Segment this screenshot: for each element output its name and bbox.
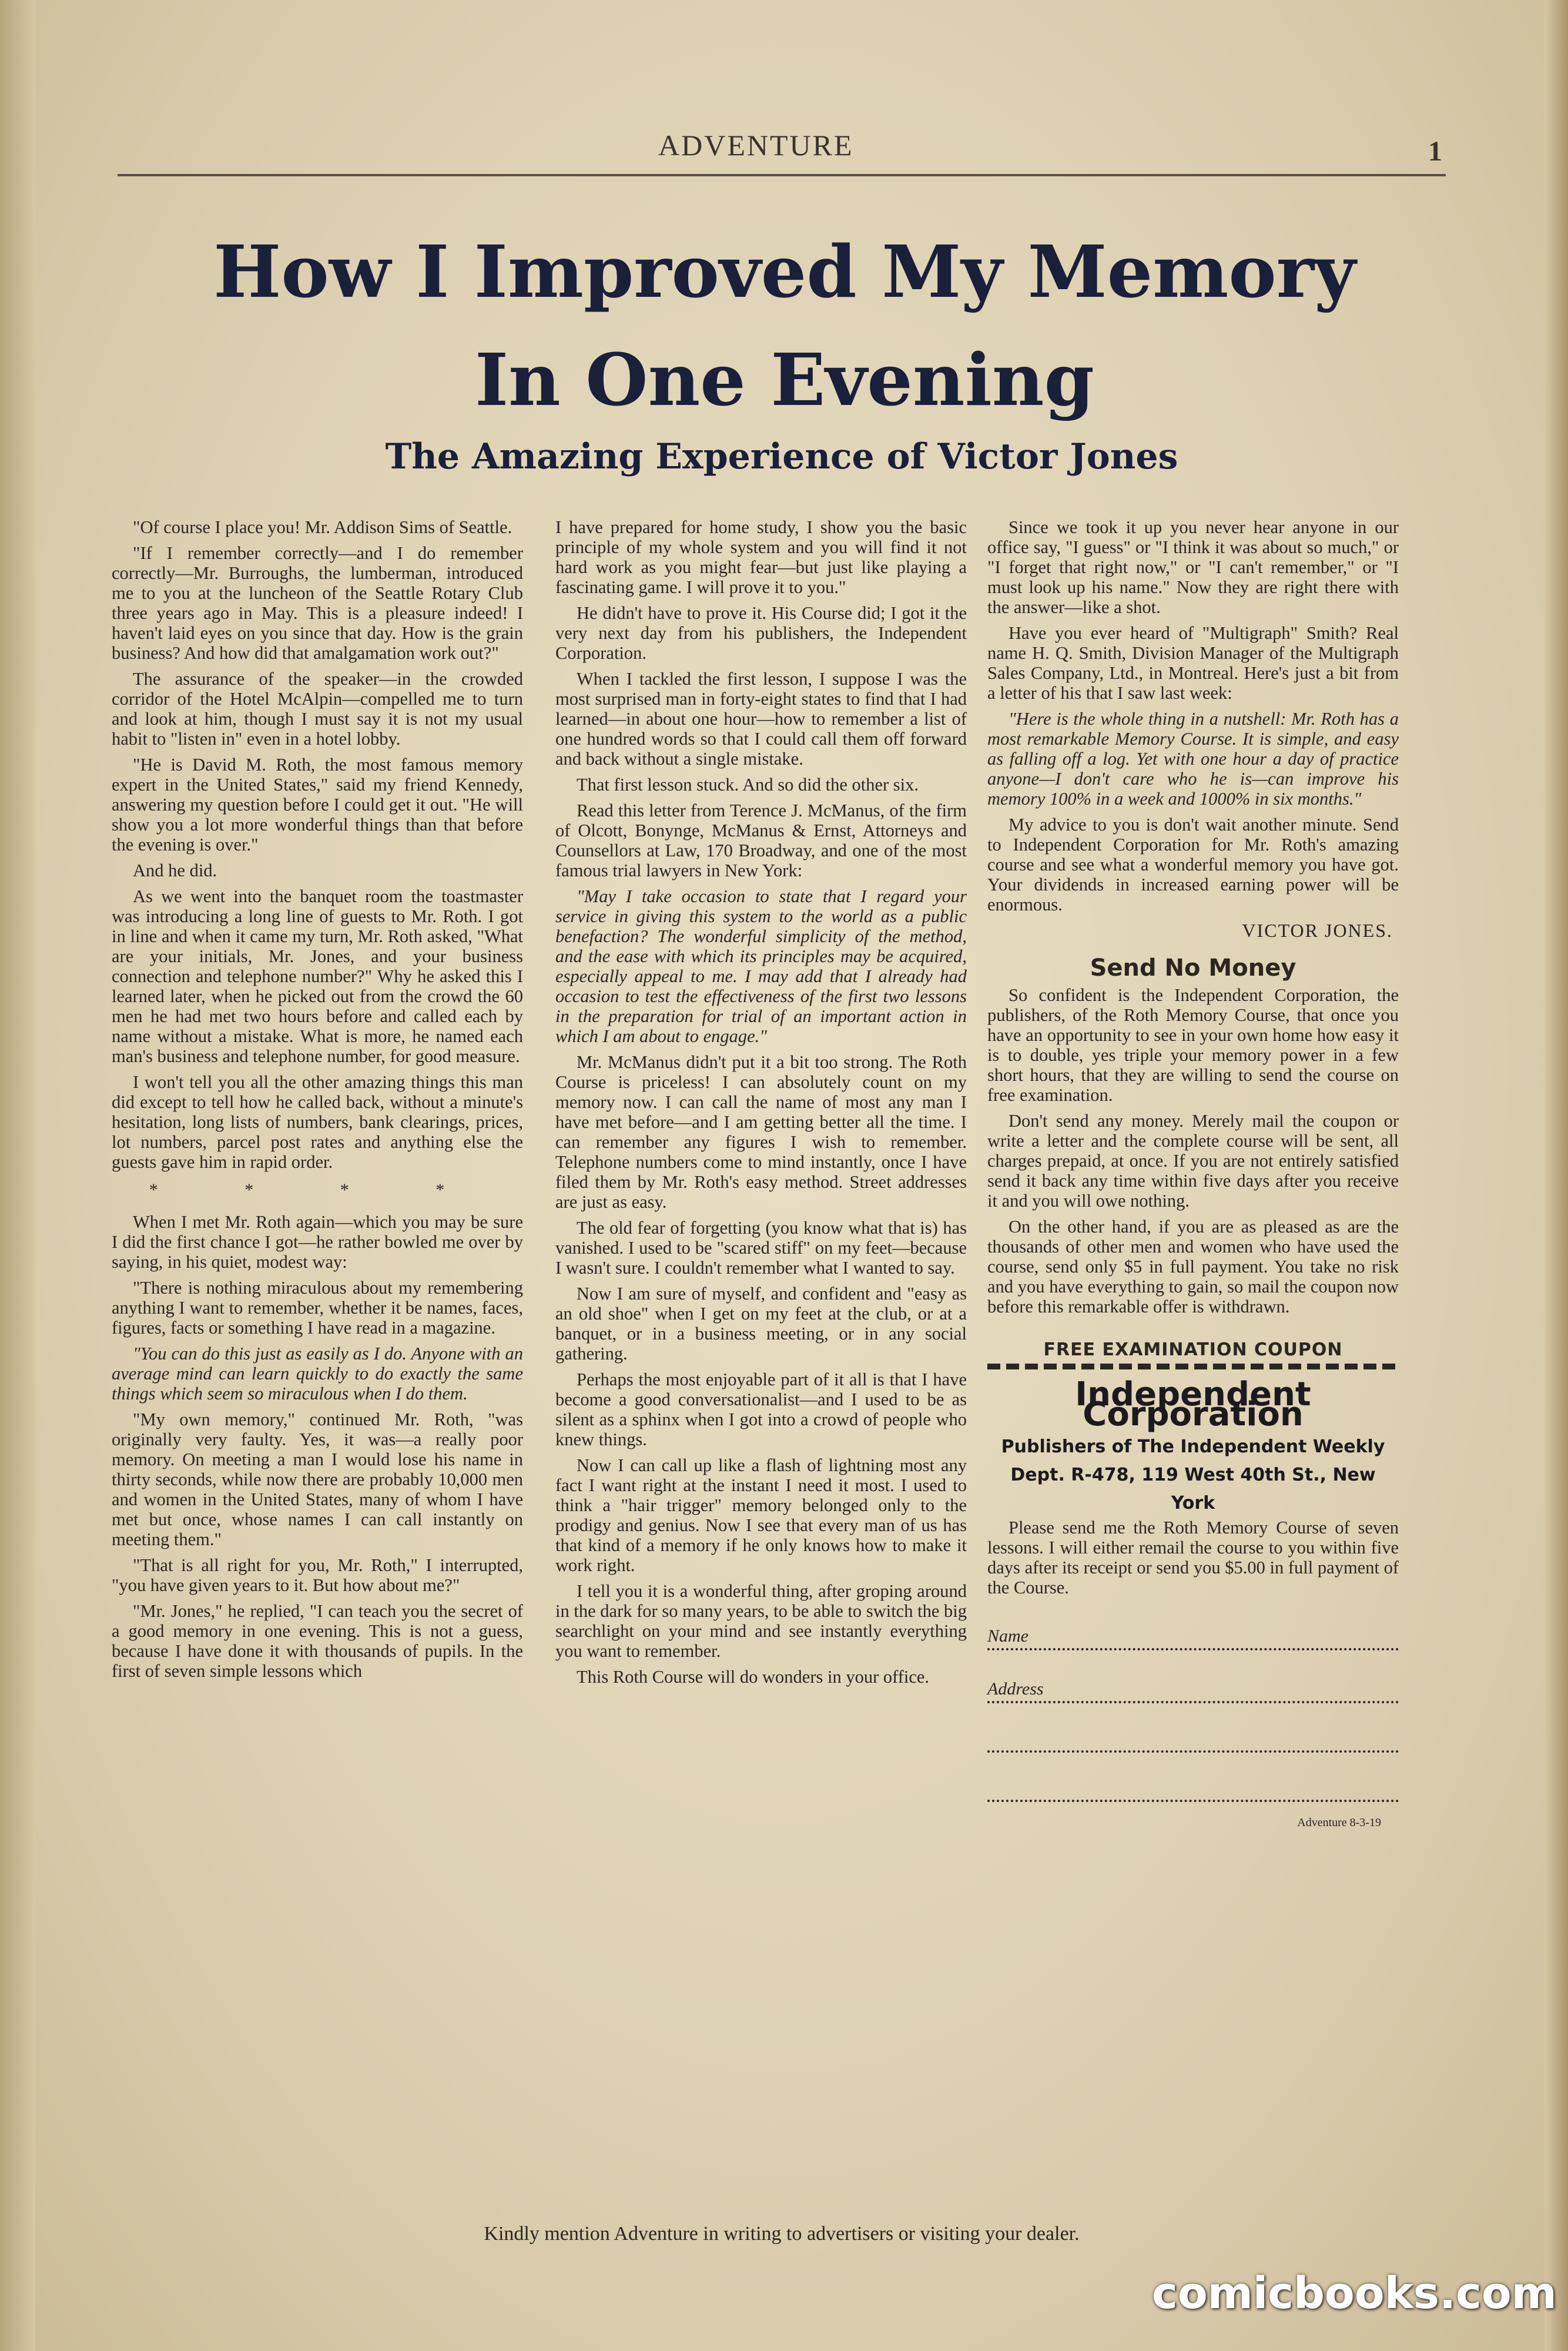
paragraph: That first lesson stuck. And so did the other six.: [577, 775, 919, 795]
paragraph: When I met Mr. Roth again—which you may be sure I did the first chance I got—he rather bowled me over by saying, in his quiet, modest way:: [112, 1212, 523, 1272]
coupon-title: FREE EXAMINATION COUPON: [1043, 1339, 1343, 1360]
paragraph: Mr. McManus didn't put it a bit too strong. The Roth Course is priceless! I can absolutely count on my memory now. I can call the name of most any man I have met before—and I am getting better all the time. I can remember any figures I wish to remember. Telephone numbers come to mind instantly, once I have filed them by Mr. Roth's easy method. Street addresses are just as easy.: [555, 1052, 967, 1212]
publisher-line: Publishers of The Independent Weekly: [1001, 1436, 1385, 1457]
paragraph: And he did.: [133, 860, 217, 880]
paragraph: Read this letter from Terence J. McManus, of the firm of Olcott, Bonynge, McManus & Ernst, Attorneys and Counsellors at Law, 170 Broadway, and one of the most famous trial lawyers in New York:: [555, 801, 967, 880]
paragraph: When I tackled the first lesson, I suppose I was the most surprised man in forty-eight states to find that I had learned—in about one hour—how to remember a list of one hundred words so that I could call them off forward and back without a single mistake.: [555, 669, 967, 769]
testimonial-letter: "Here is the whole thing in a nutshell: Mr. Roth has a most remarkable Memory Course. It is simple, and easy as falling off a log. Yet with one hour a day of practice anyone—I don't care who he is—can improve his memory 100% in a week and 1000% in six months.": [987, 709, 1399, 809]
paragraph: On the other hand, if you are as pleased as are the thousands of other men and women who have used the course, send only $5 in full payment. You take no risk and you have everything to gain, so mail the coupon now before this remarkable offer is withdrawn.: [987, 1217, 1399, 1317]
paragraph: I have prepared for home study, I show you the basic principle of my whole system and you will find it not hard work as you might fear—but just like playing a fascinating game. I will prove it to you.": [555, 517, 967, 597]
paragraph: I won't tell you all the other amazing things this man did except to tell how he called back, without a minute's hesitation, long lists of numbers, bank clearings, prices, lot numbers, parcel post rates and anything else the guests gave him in rapid order.: [112, 1072, 523, 1172]
paragraph: Since we took it up you never hear anyone in our office say, "I guess" or "I think it was about so much," or "I forget that right now," or "I can't remember," or "I must look up his name." Now they are right there with the answer—like a shot.: [987, 517, 1399, 617]
send-no-money-heading: Send No Money: [1090, 955, 1296, 982]
paragraph: "My own memory," continued Mr. Roth, "was originally very faulty. Yes, it was—a really poor memory. On meeting a man I would lose his name in thirty seconds, while now there are probably 10,000 men and women in the United States, many of whom I have met but once, whose names I can call instantly on meeting them.": [112, 1409, 523, 1549]
paragraph: My advice to you is don't wait another minute. Send to Independent Corporation for Mr. Roth's amazing course and see what a wonderful memory you have got. Your dividends in increased earning power will be enormous.: [987, 815, 1399, 915]
coupon-code: Adventure 8-3-19: [1297, 1816, 1381, 1829]
coupon-dashed-rule: [987, 1364, 1399, 1369]
paragraph: "That is all right for you, Mr. Roth," I interrupted, "you have given years to it. But how about me?": [112, 1555, 523, 1595]
paragraph: Don't send any money. Merely mail the coupon or write a letter and the complete course will be sent, all charges prepaid, at once. If you are not entirely satisfied send it back any time within five days after you receive it and you will owe nothing.: [987, 1111, 1399, 1211]
address-field[interactable]: [987, 1677, 1399, 1703]
headline-line-1: How I Improved My Memory: [213, 229, 1356, 314]
paragraph: Now I can call up like a flash of lightning most any fact I want right at the instant I need it most. I used to think a "hair trigger" memory belonged only to the prodigy and genius. Now I see that every man of us has that kind of a memory if he only knows how to make it work right.: [555, 1455, 967, 1575]
paragraph: The old fear of forgetting (you know what that is) has vanished. I used to be "scared stiff" on my feet—because I wasn't sure. I couldn't remember what I wanted to say.: [555, 1218, 967, 1278]
site-watermark: comicbooks.com: [1152, 2268, 1557, 2319]
paragraph: Have you ever heard of "Multigraph" Smith? Real name H. Q. Smith, Division Manager of the Multigraph Sales Company, Ltd., in Montreal. Here's just a bit from a letter of his that I saw last week:: [987, 623, 1399, 703]
running-head: ADVENTURE: [658, 129, 854, 162]
address-line-3-field[interactable]: [987, 1776, 1399, 1802]
paragraph: Now I am sure of myself, and confident and "easy as an old shoe" when I get on my feet at the club, or at a banquet, or in a business meeting, or in any social gathering.: [555, 1284, 967, 1364]
name-label: Name: [987, 1626, 1028, 1646]
page-footer: Kindly mention Adventure in writing to advertisers or visiting your dealer.: [484, 2223, 1080, 2245]
testimonial-letter: "May I take occasion to state that I regard your service in giving this system to the world as a public benefaction? The wonderful simplicity of the method, and the ease with which its principles may be acquired, especially appeal to me. I may add that I already had occasion to test the effectiveness of the first two lessons in the preparation for trial of an important action in which I am about to engage.": [555, 886, 967, 1046]
address-line-2-field[interactable]: [987, 1727, 1399, 1753]
address-label: Address: [987, 1679, 1044, 1699]
article-column-2: [555, 517, 967, 1693]
headline: [82, 217, 1487, 434]
subheadline: The Amazing Experience of Victor Jones: [385, 436, 1178, 477]
page-number: 1: [1428, 136, 1442, 167]
company-address: Dept. R-478, 119 West 40th St., New York: [1010, 1465, 1376, 1513]
paragraph: "He is David M. Roth, the most famous memory expert in the United States," said my friend Kennedy, answering my question before I could get it out. "He will show you a lot more wonderful things than that before the evening is over.": [112, 755, 523, 855]
section-break-stars: * * * *: [149, 1180, 486, 1200]
page-binding-edge: [0, 0, 35, 2351]
italic-quote: "You can do this just as easily as I do. Anyone with an average mind can learn quickly to do exactly the same things which seem so miraculous when I do them.: [112, 1344, 523, 1404]
coupon-body: Please send me the Roth Memory Course of seven lessons. I will either remail the course to you within five days after its receipt or send you $5.00 in full payment of the Course.: [987, 1518, 1399, 1598]
author-signature: VICTOR JONES.: [1242, 920, 1393, 941]
free-examination-coupon[interactable]: [987, 1340, 1399, 1833]
paragraph: "If I remember correctly—and I do remember correctly—Mr. Burroughs, the lumberman, introduced me to you at the luncheon of the Seattle Rotary Club three years ago in May. This is a pleasure indeed! I haven't laid eyes on you since that day. How is the grain business? And how did that amalgamation work out?": [112, 543, 523, 663]
paragraph: As we went into the banquet room the toastmaster was introducing a long line of guests to Mr. Roth. I got in line and when it came my turn, Mr. Roth asked, "What are your initials, Mr. Jones, and your business connection and telephone number?" Why he asked this I learned later, when he picked out from the crowd the 60 men he had met two hours before and called each by name without a mistake. What is more, he named each man's business and telephone number, for good measure.: [112, 886, 523, 1066]
article-column-1: [112, 517, 523, 1687]
paragraph: "Of course I place you! Mr. Addison Sims of Seattle.: [133, 517, 512, 537]
paragraph: He didn't have to prove it. His Course did; I got it the very next day from his publishers, the Independent Corporation.: [555, 603, 967, 663]
paragraph: I tell you it is a wonderful thing, after groping around in the dark for so many years, to be able to switch the big searchlight on your mind and see instantly everything you want to remember.: [555, 1581, 967, 1661]
page-outer-edge: [1544, 0, 1568, 2351]
paragraph: Perhaps the most enjoyable part of it all is that I have become a good conversationalist—and I used to be as silent as a sphinx when I got into a crowd of people who knew things.: [555, 1369, 967, 1449]
headline-line-2: In One Evening: [475, 337, 1094, 422]
article-column-3: [987, 517, 1399, 1833]
company-name: Independent Corporation: [1075, 1375, 1311, 1434]
paragraph: This Roth Course will do wonders in your office.: [577, 1667, 930, 1687]
paragraph: So confident is the Independent Corporation, the publishers, of the Roth Memory Course, that once you have an opportunity to see in your own home how easy it is to double, yes triple your memory power in a few short hours, that they are willing to send the course on free examination.: [987, 985, 1399, 1105]
header-rule: [118, 174, 1446, 176]
paragraph: "Mr. Jones," he replied, "I can teach you the secret of a good memory in one evening. This is not a guess, because I have done it with thousands of pupils. In the first of seven simple lessons which: [112, 1601, 523, 1681]
name-field[interactable]: [987, 1625, 1399, 1650]
paragraph: The assurance of the speaker—in the crowded corridor of the Hotel McAlpin—compelled me to turn and look at him, though I must say it is not my usual habit to "listen in" even in a hotel lobby.: [112, 669, 523, 749]
paragraph: "There is nothing miraculous about my remembering anything I want to remember, whether it be names, faces, figures, facts or something I have read in a magazine.: [112, 1278, 523, 1338]
